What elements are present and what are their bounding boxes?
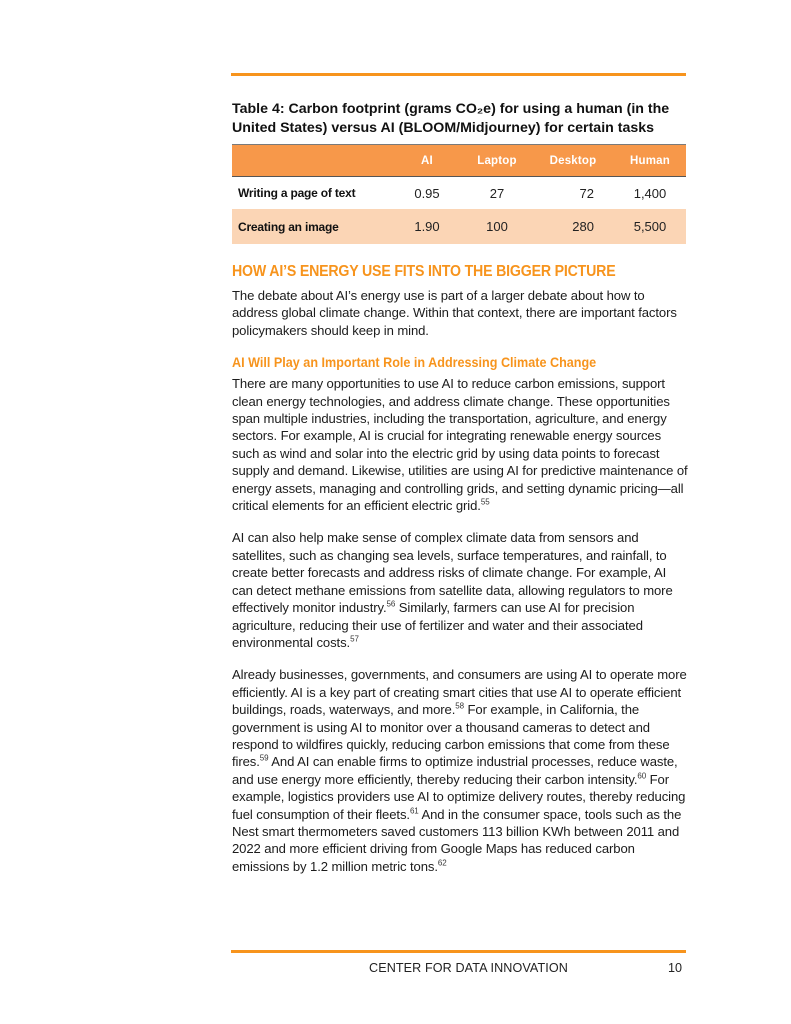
- footnote-ref[interactable]: 56: [386, 599, 396, 609]
- footnote-ref[interactable]: 60: [637, 771, 647, 781]
- intro-paragraph: The debate about AI’s energy use is part of a larger debate about how to address global climate change. Within that context, there are important factors policymakers should keep in mind.: [232, 288, 677, 338]
- footnote-ref[interactable]: 61: [409, 806, 419, 816]
- paragraph-text: For example, logistics providers use AI to optimize delivery routes, thereby reducing fuel consumption of their fleets.: [232, 771, 686, 822]
- table-title: Table 4: Carbon footprint (grams CO₂e) for using a human (in the United States) versus AI (BLOOM/Midjourney) for certain tasks: [232, 101, 670, 136]
- row-label: Writing a page of text: [238, 186, 356, 200]
- footer-organization: CENTER FOR DATA INNOVATION: [369, 961, 568, 975]
- cell-ai: 0.95: [414, 185, 440, 201]
- body-paragraph: [232, 666, 688, 875]
- cell-ai: 1.90: [414, 219, 440, 234]
- paragraph-text: AI can also help make sense of complex climate data from sensors and satellites, such as changing sea levels, surface temperatures, and rainfall, to create better forecasts and address risks of climate change. For example, AI can detect methane emissions from satellite data, allowing regulators to more effectively monitor industry.: [232, 530, 673, 616]
- page-content: [232, 100, 688, 890]
- paragraph-text: There are many opportunities to use AI to reduce carbon emissions, support clean energy technologies, and address climate change. These opportunities span multiple industries, including the transportation, agriculture, and energy sectors. For example, AI is crucial for integrating renewable energy sources such as wind and solar into the electric grid by using data points to forecast supply and demand. Likewise, utilities are using AI for predictive maintenance of energy assets, managing and controlling grids, and setting dynamic pricing—all critical elements for an efficient electric grid.: [232, 376, 688, 514]
- footnote-ref[interactable]: 55: [480, 497, 490, 507]
- cell-desktop: 280: [572, 219, 594, 234]
- footnote-ref[interactable]: 57: [350, 634, 359, 644]
- column-header-laptop: Laptop: [477, 154, 517, 167]
- table-row: [232, 209, 686, 244]
- column-header-human: Human: [630, 154, 670, 167]
- subsection-heading: AI Will Play an Important Role in Addressing Climate Change: [232, 354, 597, 371]
- cell-human: 1,400: [633, 185, 667, 201]
- footnote-ref[interactable]: 59: [259, 753, 269, 763]
- cell-human: 5,500: [633, 219, 667, 234]
- table-row: [232, 177, 686, 210]
- header-rule: [231, 73, 686, 76]
- paragraph-text: For example, in California, the government is using AI to monitor over a thousand cameras to detect and respond to wildfires quickly, reducing carbon emissions that come from these fires.: [232, 702, 670, 770]
- cell-laptop: 27: [489, 185, 505, 201]
- column-header: [232, 145, 392, 177]
- cell-desktop: 72: [579, 185, 594, 201]
- paragraph-text: And in the consumer space, tools such as the Nest smart thermometers saved customers 113 billion KWh between 2011 and 2022 and more efficient driving from Google Maps has reduced carbon emissions by 1.2 million metric tons.: [232, 806, 682, 874]
- paragraph-text: Similarly, farmers can use AI for precision agriculture, reducing their use of fertilizer and water and their associated environmental costs.: [232, 600, 643, 650]
- footnote-ref[interactable]: 62: [437, 858, 447, 868]
- column-header-desktop: Desktop: [549, 154, 597, 167]
- table-header-row: [232, 145, 686, 177]
- body-paragraph: [232, 529, 688, 651]
- row-label: Creating an image: [238, 219, 339, 234]
- column-header-ai: AI: [421, 154, 433, 167]
- page-number: 10: [667, 961, 682, 975]
- body-paragraph: [232, 375, 688, 514]
- paragraph-text: Already businesses, governments, and consumers are using AI to operate more efficiently. AI is a key part of creating smart cities that use AI to operate efficient buildings, roads, waterways, and more.: [232, 667, 687, 718]
- section-heading: HOW AI’S ENERGY USE FITS INTO THE BIGGER PICTURE: [232, 263, 616, 280]
- footnote-ref[interactable]: 58: [455, 701, 464, 711]
- paragraph-text: And AI can enable firms to optimize industrial processes, reduce waste, and use energy more efficiently, thereby reducing their carbon intensity.: [232, 754, 678, 787]
- carbon-footprint-table: [232, 144, 686, 244]
- cell-laptop: 100: [486, 219, 508, 234]
- footer-rule: [231, 950, 686, 953]
